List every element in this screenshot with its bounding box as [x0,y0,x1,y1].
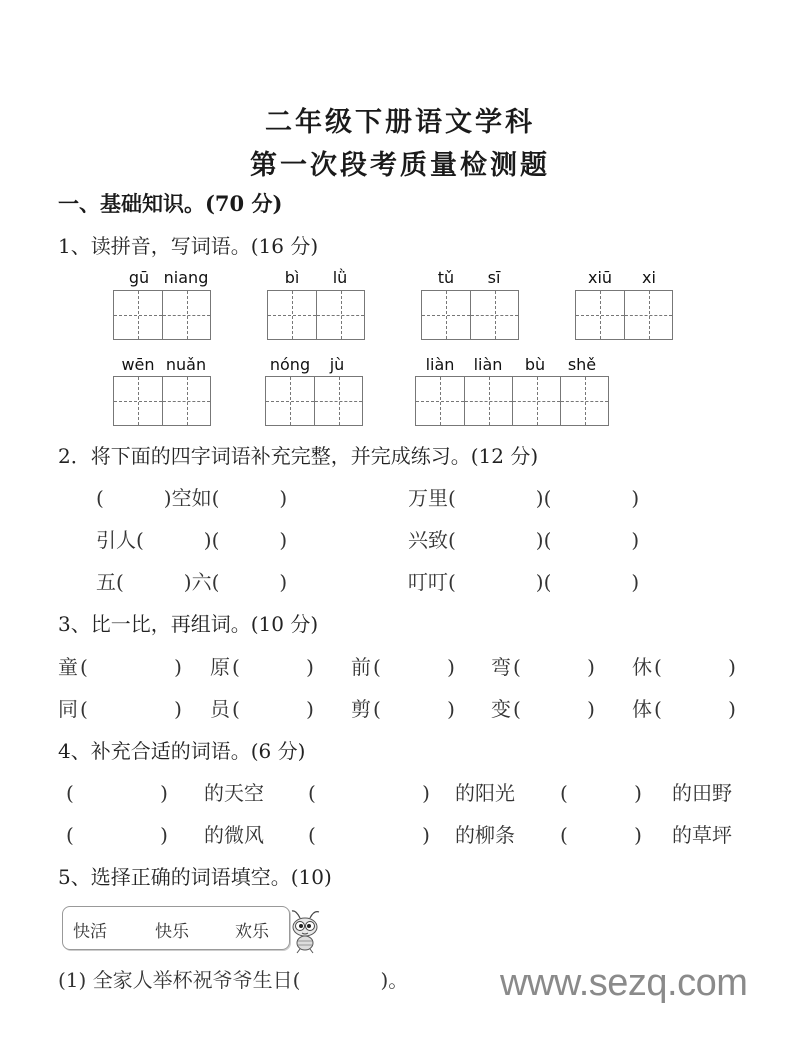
pinyin-label: wēn [121,355,155,374]
pinyin-label: liàn [473,355,503,374]
word-choice: 欢乐 [235,922,269,942]
pinyin-label: nóng [269,355,311,374]
answer-blank[interactable]: ( ) [66,823,168,847]
fill-blank-idiom[interactable]: 叮叮( )( ) [408,570,640,594]
pinyin-label: lǜ [332,268,348,287]
pinyin-label: jù [329,355,345,374]
section-heading: 一、基础知识。(70 分) [58,191,283,216]
compare-char: 休 [632,655,652,679]
compare-char: 体 [632,697,652,721]
answer-blank[interactable]: ( ) [513,655,595,679]
pinyin-label: gū [128,268,150,287]
compare-char: 童 [58,655,78,679]
question-5-label: 5、选择正确的词语填空。(10) [58,865,332,889]
answer-blank[interactable]: ( ) [654,697,736,721]
answer-blank[interactable]: ( ) [513,697,595,721]
character-grid[interactable] [113,376,211,426]
answer-blank[interactable]: ( ) [80,697,182,721]
character-grid[interactable] [421,290,519,340]
pinyin-label: shě [567,355,597,374]
word-choice: 快乐 [155,922,189,942]
pinyin-label: niang [163,268,209,287]
character-grid[interactable] [415,376,609,426]
character-grid[interactable] [575,290,673,340]
pinyin-label: tǔ [437,268,455,287]
answer-blank[interactable]: ( ) [80,655,182,679]
answer-blank[interactable]: ( ) [373,655,455,679]
title-line-2: 第一次段考质量检测题 [250,150,550,181]
question-3-label: 3、比一比，再组词。(10 分) [58,612,319,636]
answer-blank[interactable]: ( ) [560,781,642,805]
character-grid[interactable] [267,290,365,340]
answer-blank[interactable]: ( ) [308,781,430,805]
question-4-label: 4、补充合适的词语。(6 分) [58,739,306,763]
sentence-1[interactable]: (1) 全家人举杯祝爷爷生日( )。 [58,968,409,992]
title-line-1: 二年级下册语文学科 [265,107,535,138]
fill-blank-idiom[interactable]: ( )空如( ) [96,486,288,510]
fill-blank-idiom[interactable]: 万里( )( ) [408,486,640,510]
phrase-text: 的田野 [672,781,732,805]
fill-blank-idiom[interactable]: 兴致( )( ) [408,528,640,552]
answer-blank[interactable]: ( ) [654,655,736,679]
pinyin-label: bù [524,355,546,374]
compare-char: 剪 [351,697,371,721]
compare-char: 同 [58,697,78,721]
phrase-text: 的柳条 [455,823,515,847]
question-1-label: 1、读拼音，写词语。(16 分) [58,234,319,258]
ant-cartoon-icon [288,908,324,954]
phrase-text: 的微风 [204,823,264,847]
phrase-text: 的天空 [204,781,264,805]
compare-char: 前 [351,655,371,679]
word-choice: 快活 [73,922,107,942]
pinyin-label: liàn [425,355,455,374]
answer-blank[interactable]: ( ) [373,697,455,721]
compare-char: 原 [210,655,230,679]
pinyin-label: xi [642,268,656,287]
pinyin-label: nuǎn [165,355,207,374]
phrase-text: 的草坪 [672,823,732,847]
answer-blank[interactable]: ( ) [232,697,314,721]
compare-char: 员 [210,697,230,721]
pinyin-label: bì [284,268,300,287]
fill-blank-idiom[interactable]: 引人( )( ) [96,528,288,552]
answer-blank[interactable]: ( ) [232,655,314,679]
pinyin-label: xiū [587,268,613,287]
character-grid[interactable] [265,376,363,426]
question-2-label: 2．将下面的四字词语补充完整，并完成练习。(12 分) [58,444,539,468]
watermark: www.sezq.com [500,962,748,1004]
character-grid[interactable] [113,290,211,340]
phrase-text: 的阳光 [455,781,515,805]
answer-blank[interactable]: ( ) [560,823,642,847]
answer-blank[interactable]: ( ) [308,823,430,847]
compare-char: 弯 [491,655,511,679]
pinyin-label: sī [487,268,501,287]
answer-blank[interactable]: ( ) [66,781,168,805]
compare-char: 变 [491,697,511,721]
fill-blank-idiom[interactable]: 五( )六( ) [96,570,288,594]
word-choice-box [62,906,290,950]
